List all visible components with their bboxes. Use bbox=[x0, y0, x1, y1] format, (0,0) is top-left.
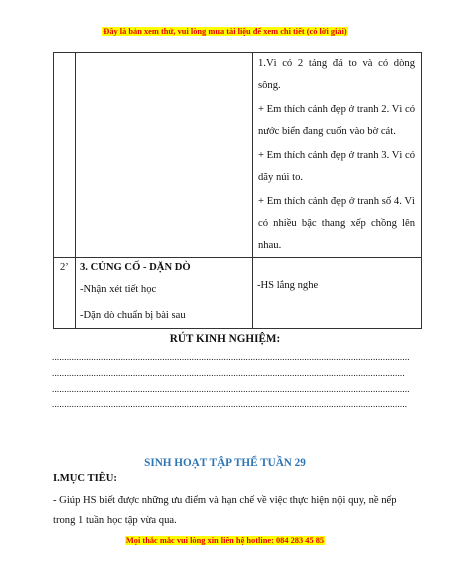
dotted-line-1: .................................................................................................................................................. bbox=[52, 352, 410, 362]
time-cell bbox=[54, 53, 76, 258]
duration-label: 2’ bbox=[60, 262, 69, 273]
dotted-line-3: .................................................................................................................................................. bbox=[52, 384, 410, 394]
hotline-text: Mọi thắc mắc vui lòng xin liên hệ hotline: 084 283 45 85 bbox=[125, 536, 325, 545]
table-row bbox=[54, 258, 422, 329]
preview-notice-banner bbox=[0, 27, 450, 36]
class-activity-title: SINH HOẠT TẬP THỂ TUẦN 29 bbox=[144, 457, 306, 469]
teacher-activity-cell bbox=[76, 258, 253, 329]
dotted-line-4: ................................................................................................................................................. bbox=[52, 399, 408, 409]
lessons-learned-title: RÚT KINH NGHIỆM: bbox=[169, 333, 281, 345]
student-response: -HS lắng nghe bbox=[257, 280, 319, 291]
hotline-banner bbox=[0, 536, 450, 545]
student-activity-cell bbox=[253, 258, 422, 329]
teacher-line-1: -Nhận xét tiết học bbox=[80, 284, 157, 295]
student-answer-3: + Em thích cảnh đẹp ở tranh 3. Vì có dãy núi to. bbox=[258, 150, 415, 183]
student-answer-4: + Em thích cảnh đẹp ở tranh số 4. Vì có nhiều bậc thang xếp chồng lên nhau. bbox=[258, 196, 415, 251]
time-cell bbox=[54, 258, 76, 329]
dotted-line-2: ................................................................................................................................................ bbox=[52, 368, 405, 378]
teacher-line-2: -Dặn dò chuẩn bị bài sau bbox=[80, 310, 186, 321]
objectives-heading: I.MỤC TIÊU: bbox=[53, 473, 117, 484]
student-answer-2: + Em thích cảnh đẹp ở tranh 2. Vì có nước biển đang cuốn vào bờ cát. bbox=[258, 104, 415, 137]
teacher-activity-cell bbox=[76, 53, 253, 258]
lesson-table bbox=[53, 52, 422, 329]
student-answer-1: 1.Vì có 2 tảng đá to và có dòng sông. bbox=[258, 58, 415, 91]
section-heading: 3. CỦNG CỐ - DẶN DÒ bbox=[80, 262, 191, 273]
student-activity-cell bbox=[253, 53, 422, 258]
objective-text: - Giúp HS biết được những ưu điểm và hạn chế về việc thực hiện nội quy, nề nếp trong 1 tuần học tập vừa qua. bbox=[53, 495, 397, 526]
table-row bbox=[54, 53, 422, 258]
preview-notice-text: Đây là bản xem thử, vui lòng mua tài liệu để xem chi tiết (có lời giải) bbox=[103, 27, 347, 36]
